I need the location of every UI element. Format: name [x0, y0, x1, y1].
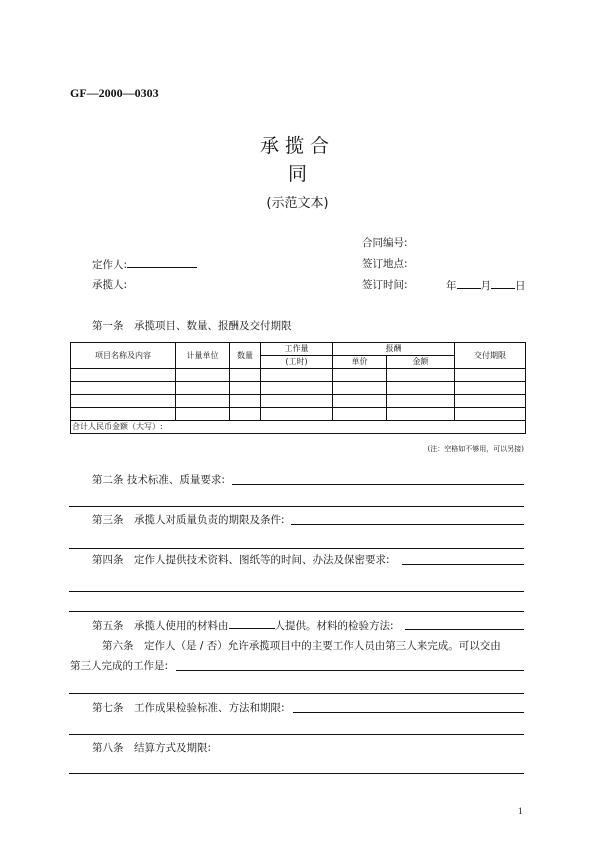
clause-7-blank[interactable] — [293, 712, 524, 713]
table-cell[interactable] — [176, 395, 230, 408]
clause-3-blank[interactable] — [291, 524, 524, 525]
clause-4-blank-line-2[interactable] — [69, 611, 524, 612]
clause-6-blank-line[interactable] — [69, 693, 524, 694]
col-header-unit-price: 单价 — [333, 356, 387, 369]
sign-place-label: 签订地点: — [362, 258, 408, 270]
clause-5-blank[interactable] — [405, 629, 524, 630]
table-cell[interactable] — [455, 408, 526, 421]
table-cell[interactable] — [230, 408, 261, 421]
items-table — [70, 342, 526, 434]
clause-2: 第二条 技术标准、质量要求: — [92, 474, 225, 486]
day-label: 日 — [515, 280, 526, 292]
sign-time-label: 签订时间: — [362, 279, 408, 291]
page-number: 1 — [518, 806, 523, 816]
clause-8: 第八条 结算方式及期限: — [92, 742, 212, 754]
table-cell[interactable] — [71, 369, 176, 382]
table-cell[interactable] — [71, 408, 176, 421]
table-cell[interactable] — [230, 369, 261, 382]
table-cell[interactable] — [230, 395, 261, 408]
total-amount-label[interactable]: 合计人民币金额（大写）: — [71, 421, 526, 434]
clause-3: 第三条 承揽人对质量负责的期限及条件: — [92, 514, 285, 526]
month-blank[interactable] — [457, 277, 481, 289]
clause-6-continued: 第三人完成的工作是: — [70, 660, 169, 672]
sign-date-field[interactable] — [446, 277, 526, 293]
day-blank[interactable] — [491, 277, 515, 289]
clause-7: 第七条 工作成果检验标准、方法和期限: — [92, 702, 285, 714]
table-row — [71, 395, 526, 408]
clause-3-blank-line[interactable] — [69, 548, 524, 549]
orderer-field[interactable] — [92, 256, 197, 272]
col-header-workload: 工作量 — [261, 343, 333, 356]
clause-1-title: 第一条 承揽项目、数量、报酬及交付期限 — [92, 320, 292, 332]
table-cell[interactable] — [387, 395, 455, 408]
orderer-label: 定作人: — [92, 259, 128, 271]
col-header-name: 项目名称及内容 — [71, 343, 176, 369]
form-code: GF—2000—0303 — [70, 86, 159, 100]
clause-5-text: 第五条 承揽人使用的材料由 — [92, 620, 229, 632]
table-cell[interactable] — [261, 369, 333, 382]
clause-7-blank-line[interactable] — [69, 734, 524, 735]
col-header-deadline: 交付期限 — [455, 343, 526, 369]
table-cell[interactable] — [455, 382, 526, 395]
clause-2-blank[interactable] — [232, 484, 524, 485]
table-cell[interactable] — [261, 382, 333, 395]
col-header-qty: 数量 — [230, 343, 261, 369]
orderer-blank[interactable] — [127, 256, 197, 268]
table-cell[interactable] — [333, 395, 387, 408]
contractor-label: 承揽人: — [92, 279, 128, 291]
clause-8-blank-line[interactable] — [69, 773, 524, 774]
clause-4-blank[interactable] — [402, 564, 524, 565]
table-cell[interactable] — [176, 408, 230, 421]
table-cell[interactable] — [387, 369, 455, 382]
table-cell[interactable] — [333, 369, 387, 382]
table-cell[interactable] — [261, 408, 333, 421]
document-title-continued: 同 — [287, 163, 307, 185]
year-label: 年 — [446, 280, 457, 292]
table-note: (注：空格如不够用，可以另接) — [427, 445, 524, 453]
table-cell[interactable] — [333, 408, 387, 421]
clause-5-text-continued: 人提供。材料的检验方法: — [274, 620, 394, 632]
contract-no-label: 合同编号: — [362, 237, 408, 249]
table-cell[interactable] — [387, 408, 455, 421]
material-provider-blank[interactable] — [229, 617, 275, 629]
table-cell[interactable] — [455, 395, 526, 408]
document-title: 承揽合 — [259, 135, 335, 157]
table-row — [71, 382, 526, 395]
table-cell[interactable] — [176, 369, 230, 382]
table-cell[interactable] — [455, 369, 526, 382]
table-cell[interactable] — [176, 382, 230, 395]
table-cell[interactable] — [71, 382, 176, 395]
table-cell[interactable] — [261, 395, 333, 408]
col-header-payment: 报酬 — [333, 343, 455, 356]
clause-5 — [92, 617, 394, 633]
table-cell[interactable] — [333, 382, 387, 395]
clause-4-blank-line[interactable] — [69, 591, 524, 592]
table-cell[interactable] — [71, 395, 176, 408]
table-row — [71, 369, 526, 382]
document-subtitle: (示范文本) — [266, 196, 329, 211]
col-header-unit: 计量单位 — [176, 343, 230, 369]
clause-2-blank-line[interactable] — [69, 506, 524, 507]
total-row — [71, 421, 526, 434]
clause-4: 第四条 定作人提供技术资料、图纸等的时间、办法及保密要求: — [92, 554, 390, 566]
table-cell[interactable] — [230, 382, 261, 395]
table-row — [71, 408, 526, 421]
col-header-amount: 金额 — [387, 356, 455, 369]
col-header-workload-unit: (工时) — [261, 356, 333, 369]
clause-6-blank[interactable] — [176, 670, 524, 671]
table-cell[interactable] — [387, 382, 455, 395]
month-label: 月 — [480, 280, 491, 292]
clause-6: 第六条 定作人（是 / 否）允许承揽项目中的主要工作人员由第三人来完成。可以交由 — [102, 640, 501, 652]
